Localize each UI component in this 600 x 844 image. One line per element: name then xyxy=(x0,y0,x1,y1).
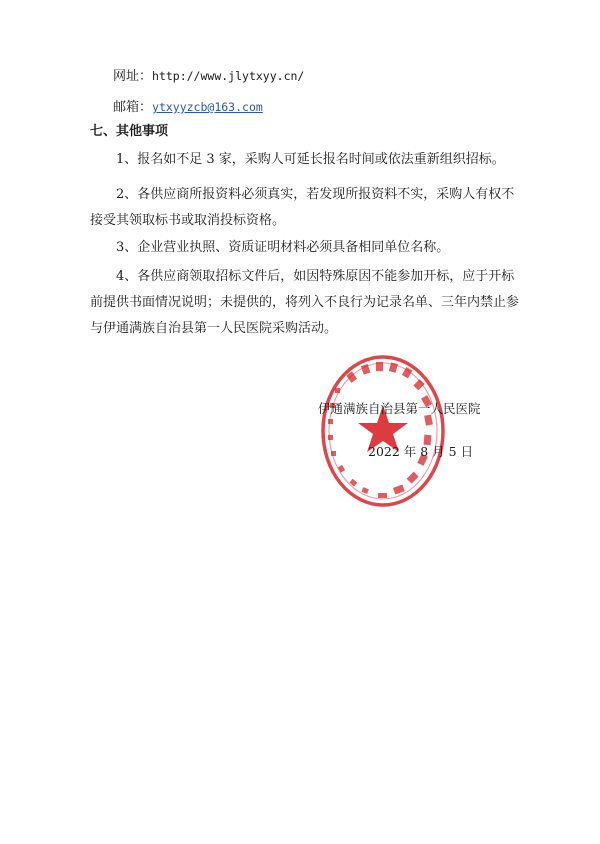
list-item-3: 3、企业营业执照、资质证明材料必须具备相同单位名称。 xyxy=(116,240,450,255)
website-url[interactable]: http://www.jlytxyy.cn/ xyxy=(152,69,305,83)
email-label: 邮箱： xyxy=(113,100,153,115)
signature-organization: 伊通满族自治县第一人民医院 xyxy=(318,401,481,416)
list-item-1: 1、报名如不足 3 家，采购人可延长报名时间或依法重新组织招标。 xyxy=(116,152,505,167)
website-label: 网址： xyxy=(113,69,153,84)
official-seal xyxy=(318,353,448,513)
email-line xyxy=(113,98,263,117)
list-item-4: 4、各供应商领取招标文件后，如因特殊原因不能参加开标，应于开标前提供书面情况说明；未提供的，将列入不良行为记录名单、三年内禁止参与伊通满族自治县第一人民医院采购活动。 xyxy=(90,269,520,336)
website-line xyxy=(113,67,304,86)
section-heading: 七、其他事项 xyxy=(90,124,169,139)
list-item-2: 2、各供应商所报资料必须真实，若发现所报资料不实，采购人有权不接受其领取标书或取消投标资格。 xyxy=(90,187,515,228)
email-link[interactable]: ytxyyzcb@163.com xyxy=(152,100,263,114)
signature-date: 2022 年 8 月 5 日 xyxy=(368,444,474,459)
